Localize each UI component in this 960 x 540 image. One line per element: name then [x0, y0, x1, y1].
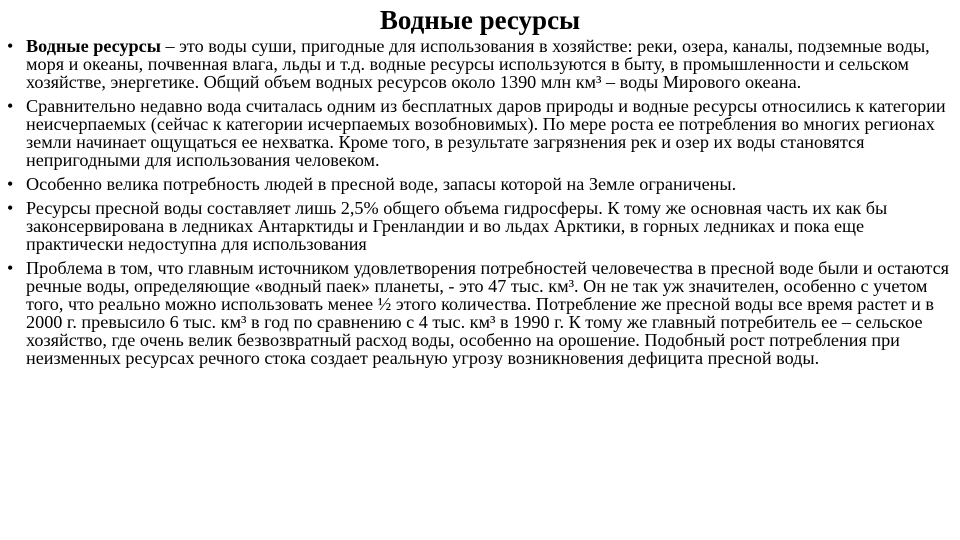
bullet-text: – это воды суши, пригодные для использования в хозяйстве: реки, озера, каналы, подземные воды, моря и океаны, почвенная влага, льды и т.д. водные ресурсы используются в быту, в промышленности и сельском хозяйстве, энергетике. Общий объем водных ресурсов около 1390 млн км³ – воды Мирового океана. — [26, 36, 930, 92]
bullet-text: Особенно велика потребность людей в пресной воде, запасы которой на Земле ограничены. — [26, 174, 737, 194]
bullet-list — [7, 37, 953, 373]
bullet-fresh-water-share — [7, 199, 953, 253]
bullet-river-water-problem — [7, 259, 953, 367]
bullet-lead-term: Водные ресурсы — [26, 36, 161, 56]
bullet-fresh-water-need — [7, 175, 953, 193]
bullet-text: Сравнительно недавно вода считалась одним из бесплатных даров природы и водные ресурсы относились к категории неисчерпаемых (сейчас к категории исчерпаемых возобновимых). По мере роста ее потребления во многих регионах земли начинает ощущаться ее нехватка. Кроме того, в результате загрязнения рек и озер их воды становятся непригодными для использования человеком. — [26, 96, 946, 170]
bullet-text: Ресурсы пресной воды составляет лишь 2,5% общего объема гидросферы. К тому же основная часть их как бы законсервирована в ледниках Антарктиды и Гренландии и во льдах Арктики, в горных ледниках и пока еще практически недоступна для использования — [26, 198, 888, 254]
bullet-water-resources-definition — [7, 37, 953, 91]
bullet-text: Проблема в том, что главным источником удовлетворения потребностей человечества в пресной воде были и остаются речные воды, определяющие «водный паек» планеты, - это 47 тыс. км³. Он не так уж значителен, особенно с учетом того, что реально можно использовать менее ½ этого количества. Потребление же пресной воды все время растет и в 2000 г. превысило 6 тыс. км³ в год по сравнению с 4 тыс. км³ в 1990 г. К тому же главный потребитель ее – сельское хозяйство, где очень велик безвозвратный расход воды, особенно на орошение. Подобный рост потребления при неизменных ресурсах речного стока создает реальную угрозу возникновения дефицита пресной воды. — [26, 258, 950, 368]
slide-title: Водные ресурсы — [379, 5, 581, 35]
bullet-renewable-resources — [7, 97, 953, 169]
